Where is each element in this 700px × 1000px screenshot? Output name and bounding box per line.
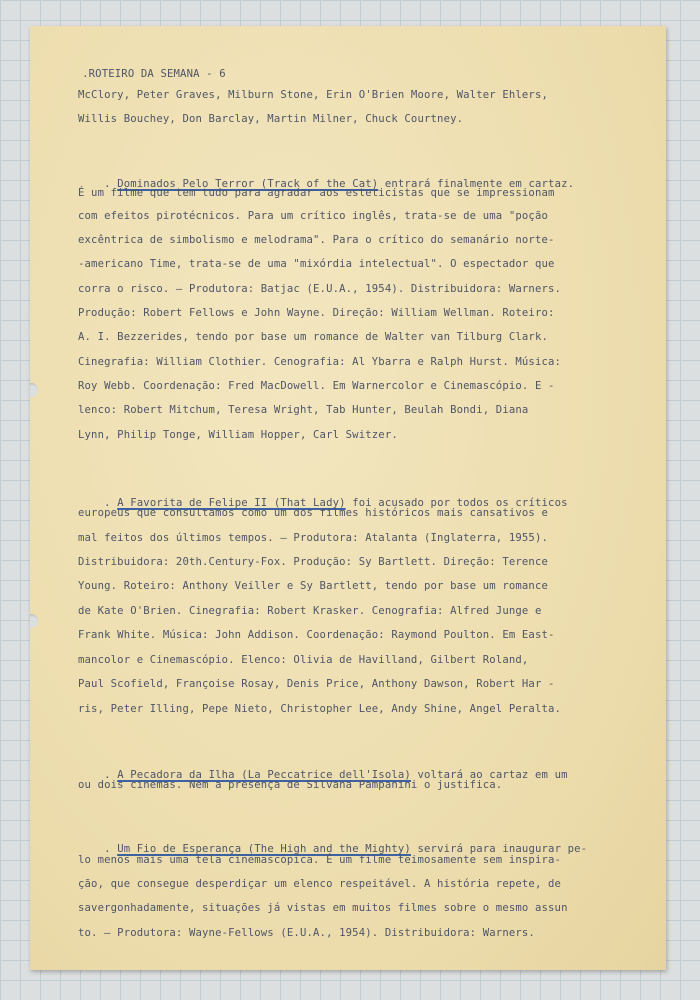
review-line: Distribuidora: 20th.Century-Fox. Produção: Sy Bartlett. Direção: Terence — [78, 556, 549, 568]
review-line: savergonhadamente, situações já vistas em muitos filmes sobre o mesmo assun — [78, 902, 568, 914]
review-bullet: . — [104, 178, 111, 190]
review-bullet: . — [104, 843, 111, 855]
review-line: ção, que consegue desperdiçar um elenco respeitável. A história repete, de — [78, 878, 562, 890]
review-line: É um filme que tem tudo para agradar aos esteticistas que se impressionam — [78, 187, 555, 199]
review-line: excêntrica de simbolismo e melodrama". Para o crítico do semanário norte- — [78, 234, 555, 246]
punch-hole — [30, 614, 38, 628]
review-line: mancolor e Cinemascópio. Elenco: Olivia de Havilland, Gilbert Roland, — [78, 654, 529, 666]
review-line: foi acusado por todos os críticos — [345, 497, 568, 509]
review-line: Frank White. Música: John Addison. Coordenação: Raymond Poulton. Em East- — [78, 629, 555, 641]
review-line: Produção: Robert Fellows e John Wayne. Direção: William Wellman. Roteiro: — [78, 307, 555, 319]
page-number: - 6 — [206, 68, 226, 80]
typewritten-page — [30, 26, 666, 970]
review-bullet: . — [104, 497, 111, 509]
review-line: Lynn, Philip Tonge, William Hopper, Carl Switzer. — [78, 429, 398, 441]
review-line: ou dois cinemas. Nem a presença de Silvana Pampanini o justifica. — [78, 779, 503, 791]
punch-hole — [30, 383, 38, 397]
review-line: Paul Scofield, Françoise Rosay, Denis Price, Anthony Dawson, Robert Har - — [78, 678, 555, 690]
review-line: Cinegrafia: William Clothier. Cenografia: Al Ybarra e Ralph Hurst. Música: — [78, 356, 562, 368]
review-line: voltará ao cartaz em um — [410, 769, 568, 781]
review-line: to. — Produtora: Wayne-Fellows (E.U.A., 1954). Distribuidora: Warners. — [78, 927, 535, 939]
review-title: A Pecadora da Ilha (La Peccatrice dell'Isola) — [117, 769, 411, 781]
review-line: lenco: Robert Mitchum, Teresa Wright, Tab Hunter, Beulah Bondi, Diana — [78, 404, 529, 416]
review-line: Young. Roteiro: Anthony Veiller e Sy Bartlett, tendo por base um romance — [78, 580, 549, 592]
review-line: lo menos mais uma tela cinemascópica. É um filme teimosamente sem inspira- — [78, 854, 562, 866]
review-line: corra o risco. — Produtora: Batjac (E.U.A., 1954). Distribuidora: Warners. — [78, 283, 562, 295]
page-title: ROTEIRO DA SEMANA — [88, 68, 200, 80]
review-line: de Kate O'Brien. Cinegrafia: Robert Krasker. Cenografia: Alfred Junge e — [78, 605, 542, 617]
review-line: servirá para inaugurar pe- — [410, 843, 588, 855]
header-bullet: . — [82, 68, 89, 80]
review-line: entrará finalmente em cartaz. — [378, 178, 575, 190]
intro-line: Willis Bouchey, Don Barclay, Martin Milner, Chuck Courtney. — [78, 113, 464, 125]
review-line: ris, Peter Illing, Pepe Nieto, Christopher Lee, Andy Shine, Angel Peralta. — [78, 703, 562, 715]
review-title: Um Fio de Esperança (The High and the Mighty) — [117, 843, 411, 855]
review-line: Roy Webb. Coordenação: Fred MacDowell. Em Warnercolor e Cinemascópio. E - — [78, 380, 555, 392]
review-line: A. I. Bezzerides, tendo por base um romance de Walter van Tilburg Clark. — [78, 331, 549, 343]
review-title: A Favorita de Felipe II (That Lady) — [117, 497, 346, 509]
review-title: Dominados Pelo Terror (Track of the Cat) — [117, 178, 379, 190]
review-line: -americano Time, trata-se de uma "mixórdia intelectual". O espectador que — [78, 258, 555, 270]
review-line: mal feitos dos últimos tempos. — Produtora: Atalanta (Inglaterra, 1955). — [78, 532, 549, 544]
review-line: europeus que consultamos como um dos filmes históricos mais cansativos e — [78, 507, 549, 519]
review-bullet: . — [104, 769, 111, 781]
review-line: com efeitos pirotécnicos. Para um crítico inglês, trata-se de uma "poção — [78, 210, 549, 222]
intro-line: McClory, Peter Graves, Milburn Stone, Erin O'Brien Moore, Walter Ehlers, — [78, 89, 549, 101]
